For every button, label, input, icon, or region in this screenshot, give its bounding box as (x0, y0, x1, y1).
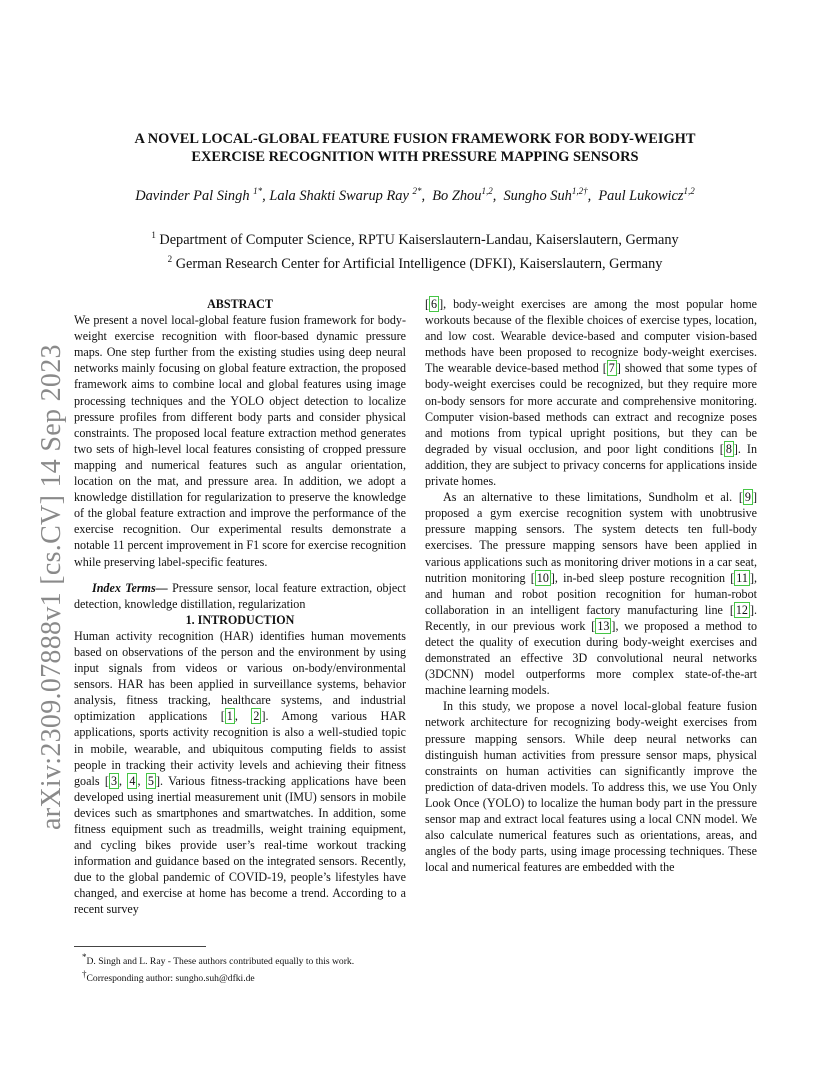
text-run: , we proposed a method to detect the quality of execution during body-weight exercises and demonstrated an effective 3D convolutional neural networks (3DCNN) model outperforms more complex state-of-the-art machine learning models. (425, 618, 757, 698)
author-sup: 1,2 (481, 186, 493, 196)
author-name: Sungho Suh (503, 187, 572, 204)
intro-paragraph-3: In this study, we propose a novel local-global feature fusion network architecture for recognizing body-weight exercises from pressure mapping sensors. While deep neural networks can distinguish human activities from pressure sensor maps, physical constraints on human activities can significantly improve the prediction of data-driven models. To address this, we use You Only Look Once (YOLO) to localize the human body part in the pressure sensor map and extract local features using a local CNN model. We also calculate numerical features such as orientations, areas, and angles of the body parts, using image processing techniques. These local and numerical features are embedded with the (425, 699, 757, 875)
text-run: , in-bed sleep posture recognition (554, 570, 731, 585)
affiliation-text: German Research Center for Artificial Intelligence (DFKI), Kaiserslautern, Germany (175, 255, 663, 272)
footnote-mark: * (82, 952, 87, 962)
citation-link[interactable]: 12 (735, 602, 748, 617)
intro-paragraph-1: Human activity recognition (HAR) identifies human movements based on observations of the person and the environment by using input signals from videos or various on-body/environmental sensors. HAR has been applied in surveillance systems, behavior analysis, fitness tracking, healthcare systems, and industrial optimization applications [ 1 , 2 ]. Among various HAR applications, sports activity recognition is also a well-studied topic in mobile, wearable, and ubiquitous computing fields to assist people in tracking their activity levels and achieving their fitness goals [ 3 , 4 , 5 ]. Various fitness-tracking applications have been developed using inertial measurement unit (IMU) sensors in mobile devices such as smartphones and smartwatches. In addition, some fitness equipment such as treadmills, weight training equipment, and cycling bikes provide user’s real-time workout tracking information and guidance based on the integrated sensors. Recently, due to the global pandemic of COVID-19, people’s lifestyles have changed, and exercise at home has become a trend. According to a recent survey (74, 628, 407, 917)
intro-paragraph-2: As an alternative to these limitations, Sundholm et al. [ 9 ] proposed a gym exercise recognition system with unobtrusive pressure mapping sensors. The system detects ten full-body exercises. The pressure mapping sensors have been applied in various applications such as monitoring driver motions in a car seat, nutrition monitoring [ 10 ], in-bed sleep posture recognition [ 11 ], and human and robot position recognition for human-robot collaboration in an intelligent factory manufacturing line [ 12 ]. Recently, in our previous work [ 13 ], we proposed a method to detect the quality of execution during body-weight exercises and demonstrated an effective 3D convolutional neural networks (3DCNN) model outperforms more complex state-of-the-art machine learning models. (425, 490, 757, 698)
author-name: Lala Shakti Swarup Ray (269, 187, 409, 204)
arxiv-identifier: arXiv:2309.07888v1 [cs.CV] 14 Sep 2023 (36, 344, 67, 830)
citation-link[interactable]: 8 (725, 441, 732, 456)
text-run: . In addition, they are subject to privacy concerns for applications inside private homes. (425, 441, 757, 489)
citation-link[interactable]: 3 (110, 773, 117, 788)
author-name: Bo Zhou (432, 187, 482, 204)
intro-heading: 1. INTRODUCTION (185, 612, 295, 627)
index-terms (74, 580, 406, 612)
title-line-1: A NOVEL LOCAL-GLOBAL FEATURE FUSION FRAMEWORK FOR BODY-WEIGHT (134, 131, 696, 147)
left-column (74, 296, 406, 918)
footnote-text: D. Singh and L. Ray - These authors contributed equally to this work. (86, 956, 355, 968)
affiliation (60, 226, 770, 250)
citation-link[interactable]: 6 (431, 297, 438, 311)
citation-link[interactable]: 9 (744, 490, 751, 505)
citation-link[interactable]: 11 (736, 570, 748, 585)
author-sup: 2* (412, 186, 422, 196)
citation-link[interactable]: 7 (608, 361, 615, 376)
paper-title (90, 130, 740, 166)
footnote (82, 968, 354, 985)
affiliation-sup: 1 (151, 230, 156, 240)
citation-link[interactable]: 2 (253, 709, 260, 724)
index-terms-label: Index Terms— (92, 580, 168, 595)
citation-link[interactable]: 4 (129, 773, 136, 788)
footnotes (82, 951, 354, 985)
author-sup: 1,2† (571, 186, 588, 196)
text-run: . Among various HAR applications, sports activity recognition is also a well-studied topic in mobile, wearable, and ubiquitous computing fields to assist people in tracking their activity levels and achieving their fitness goals (74, 709, 407, 788)
text-run: , body-weight exercises are among the most popular home workouts because of the flexible choices of exercise types, location, and low cost. Wearable device-based and computer vision-based methods have been proposed to recognize body-weight exercises. The wearable device-based method (425, 297, 757, 376)
right-column (425, 296, 757, 875)
affiliation (60, 250, 770, 274)
author-name: Paul Lukowicz (598, 187, 684, 204)
affiliations (60, 226, 770, 274)
author-sup: 1* (253, 186, 263, 196)
author-sup: 1,2 (683, 186, 695, 196)
author-list: Davinder Pal Singh $^{1*}$, Lala Shakti Swarup Ray $^{2*}$, Bo Zhou$^{1,2}$, Sungho Suh$^{1,2\dagger}$, Paul Lukowicz$^{1,2}$ (135, 186, 695, 204)
footnote (82, 951, 354, 968)
footnote-text: Corresponding author: sungho.suh@dfki.de (86, 973, 255, 985)
index-terms-text: Pressure sensor, local feature extraction, object detection, knowledge distillation, regularization (74, 580, 406, 611)
text-run: As an alternative to these limitations, Sundholm et al. (443, 490, 739, 505)
text-run: . Various fitness-tracking applications have been developed using inertial measurement unit (IMU) sensors in mobile devices such as smartphones and smartwatches. In addition, some fitness equipment such as treadmills, weight training equipment, and cycling bikes provide user’s real-time workout tracking information and guidance based on the integrated sensors. Recently, due to the global pandemic of COVID-19, people’s lifestyles have changed, and exercise at home has become a trend. According to a recent survey (74, 773, 406, 917)
footnote-mark: † (82, 969, 87, 980)
footnote-divider (74, 946, 206, 947)
citation-link[interactable]: 10 (536, 570, 549, 585)
text-run: , and human and robot position recognition for human-robot collaboration in an intelligent factory manufacturing line (425, 570, 757, 617)
intro-paragraph-1-cont: [ 6 ], body-weight exercises are among the most popular home workouts because of the flexible choices of exercise types, location, and low cost. Wearable device-based and computer vision-based methods have been proposed to recognize body-weight exercises. The wearable device-based method [ 7 ] showed that some types of body-weight exercises could be recognized, but they require more on-body sensors for more accurate and comprehensive monitoring. Computer vision-based methods can extract and recognize poses and motions from typical upright positions, but they can be degraded by visual occlusion, and poor light conditions [ 8 ]. In addition, they are subject to privacy concerns for applications inside private homes. (425, 297, 757, 489)
affiliation-sup: 2 (167, 253, 173, 264)
author-name: Davinder Pal Singh (135, 187, 250, 204)
citation-link[interactable]: 1 (226, 709, 233, 724)
abstract-text: We present a novel local-global feature fusion framework for body-weight exercise recognition with floor-based dynamic pressure maps. One step further from the existing studies using deep neural networks mainly focusing on global feature extraction, the proposed framework aims to combine local and global features using image processing techniques and the YOLO object detection to localize pressure profiles from different body parts and consider physical constraints. The proposed local feature extraction method generates two sets of high-level local features consisting of cropped pressure mapping and numerical features such as angular orientation, location on the mat, and pressure area. In addition, we adopt a knowledge distillation for regularization to preserve the knowledge of the global feature extraction and improve the performance of the exercise recognition. Our experimental results demonstrate a notable 11 percent improvement in F1 score for exercise recognition while preserving label-specific features. (74, 313, 406, 569)
title-line-2: EXERCISE RECOGNITION WITH PRESSURE MAPPING SENSORS (191, 149, 639, 165)
text-run: . Recently, in our previous work (425, 602, 757, 633)
text-run: proposed a gym exercise recognition system with unobtrusive pressure mapping sensors. The system detects ten full-body exercises. The pressure mapping sensors have been applied in various applications such as monitoring driver motions in a car seat, nutrition monitoring (425, 506, 757, 585)
citation-link[interactable]: 5 (147, 773, 154, 788)
citation-link[interactable]: 13 (597, 618, 610, 633)
affiliation-text: Department of Computer Science, RPTU Kaiserslautern-Landau, Kaiserslautern, Germany (159, 231, 679, 248)
text-run: Human activity recognition (HAR) identifies human movements based on observations of the person and the environment by using input signals from videos or various on-body/environmental sensors. HAR has been applied in surveillance systems, behavior analysis, fitness tracking, healthcare systems, and industrial optimization applications (74, 628, 406, 724)
abstract-heading: ABSTRACT (207, 297, 273, 311)
text-run: showed that some types of body-weight exercises could be recognized, but they require more on-body sensors for more accurate and comprehensive monitoring. Computer vision-based methods can extract and recognize poses and motions from typical upright positions, but they can be degraded by visual occlusion, and poor light conditions (425, 361, 757, 456)
